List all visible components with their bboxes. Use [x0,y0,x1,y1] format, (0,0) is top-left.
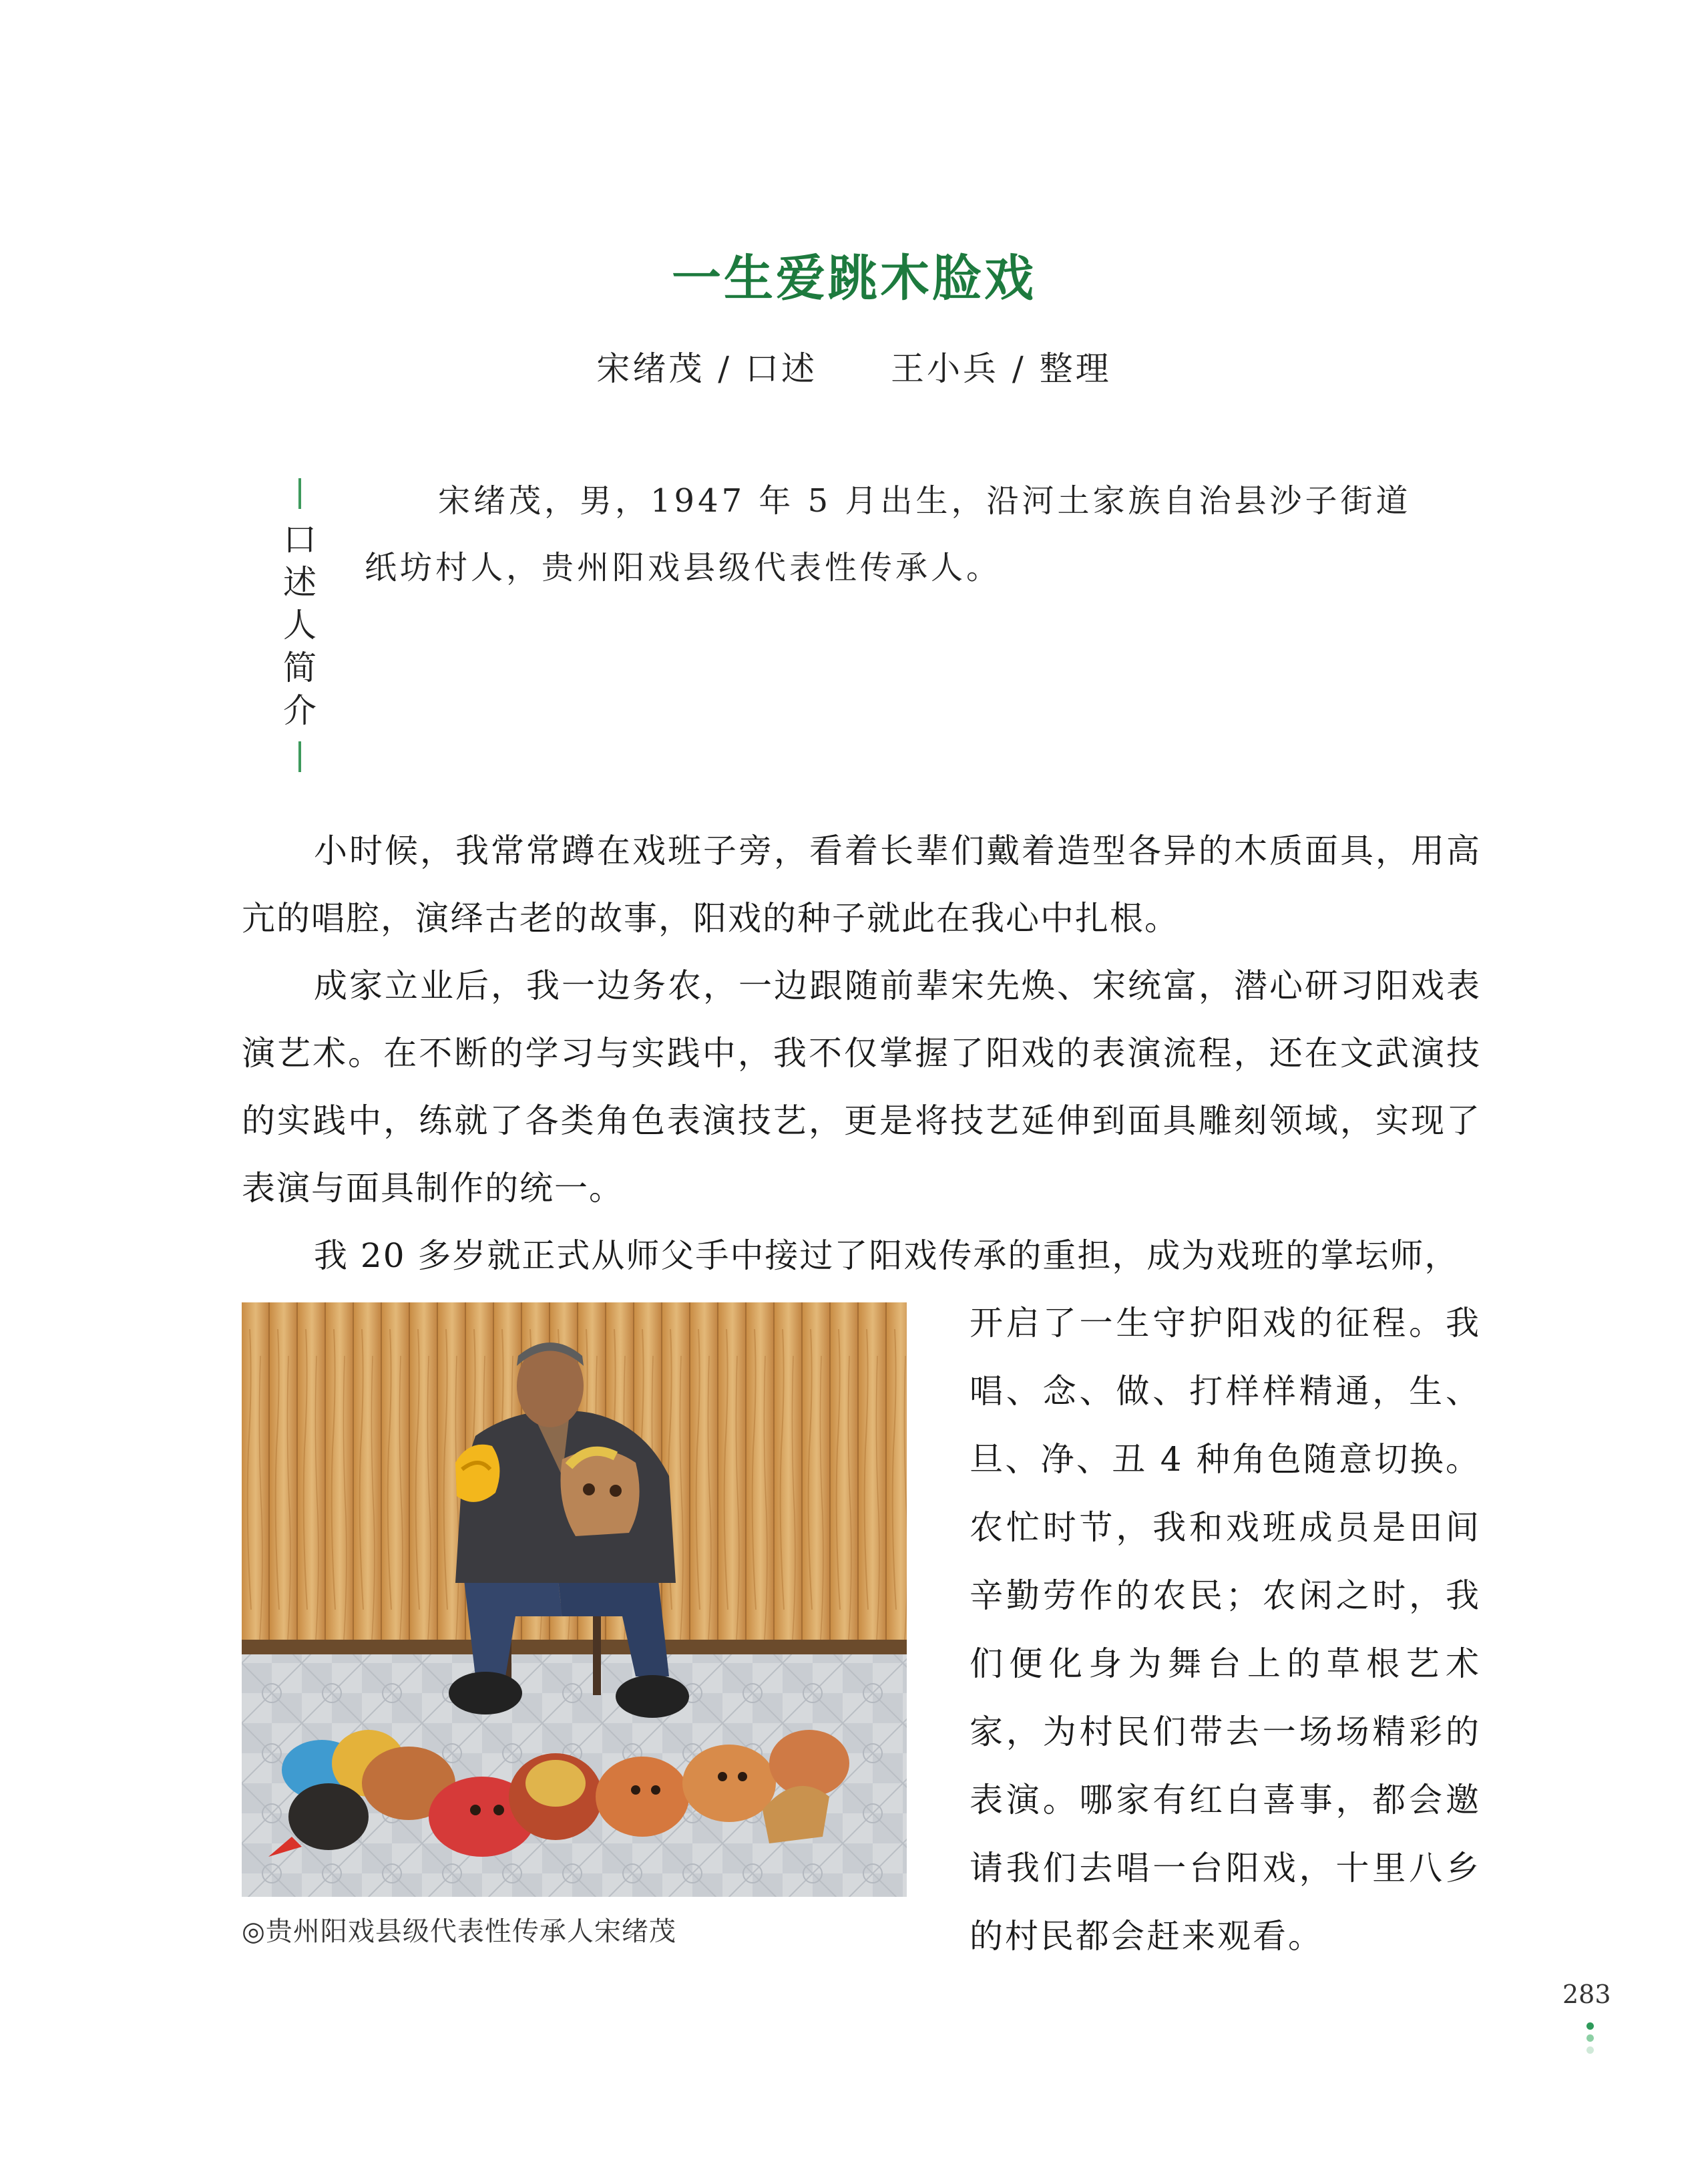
page-dot-1 [1586,2022,1594,2030]
label-top-bar [298,478,301,509]
paragraph-childhood: 小时候，我常常蹲在戏班子旁，看着长辈们戴着造型各异的木质面具，用高亢的唱腔，演绎古老的故事，阳戏的种子就此在我心中扎根。 [242,832,1481,938]
paragraph-succession-continued: 开启了一生守护阳戏的征程。我唱、念、做、打样样精通，生、旦、净、丑 4 种角色随意切换。农忙时节，我和戏班成员是田间辛勤劳作的农民；农闲之时，我们便化身为舞台上的草根艺术家，为村民们带去一场场精彩的表演。哪家有红白喜事，都会邀请我们去唱一台阳戏，十里八乡的村民都会赶来观看。 [970,1304,1481,1956]
paragraph-succession: 我 20 多岁就正式从师父手中接过了阳戏传承的重担，成为戏班的掌坛师， [314,1236,1460,1275]
narrator-intro: 宋绪茂，男，1947 年 5 月出生，沿河土家族自治县沙子街道纸坊村人，贵州阳戏县级代表性传承人。 [365,482,1412,586]
page-dot-2 [1586,2034,1594,2042]
page-number: 283 [1562,1980,1611,2009]
narrator-intro-label-text: 口述人简介 [283,520,316,730]
narrator-credit: 宋绪茂 / 口述 [596,349,817,388]
page-dot-3 [1586,2046,1594,2054]
narrator-intro-label [276,478,323,772]
inheritor-photo [242,1302,907,1897]
photo-caption: ◎贵州阳戏县级代表性传承人宋绪茂 [242,1916,676,1947]
paragraph-training: 成家立业后，我一边务农，一边跟随前辈宋先焕、宋统富，潜心研习阳戏表演艺术。在不断的学习与实践中，我不仅掌握了阳戏的表演流程，还在文武演技的实践中，练就了各类角色表演技艺，更是将技艺延伸到面具雕刻领域，实现了表演与面具制作的统一。 [242,966,1481,1208]
editor-credit: 王小兵 / 整理 [891,349,1112,388]
label-bottom-bar [298,741,301,772]
article-title: 一生爱跳木脸戏 [672,250,1036,307]
byline [0,342,1708,390]
